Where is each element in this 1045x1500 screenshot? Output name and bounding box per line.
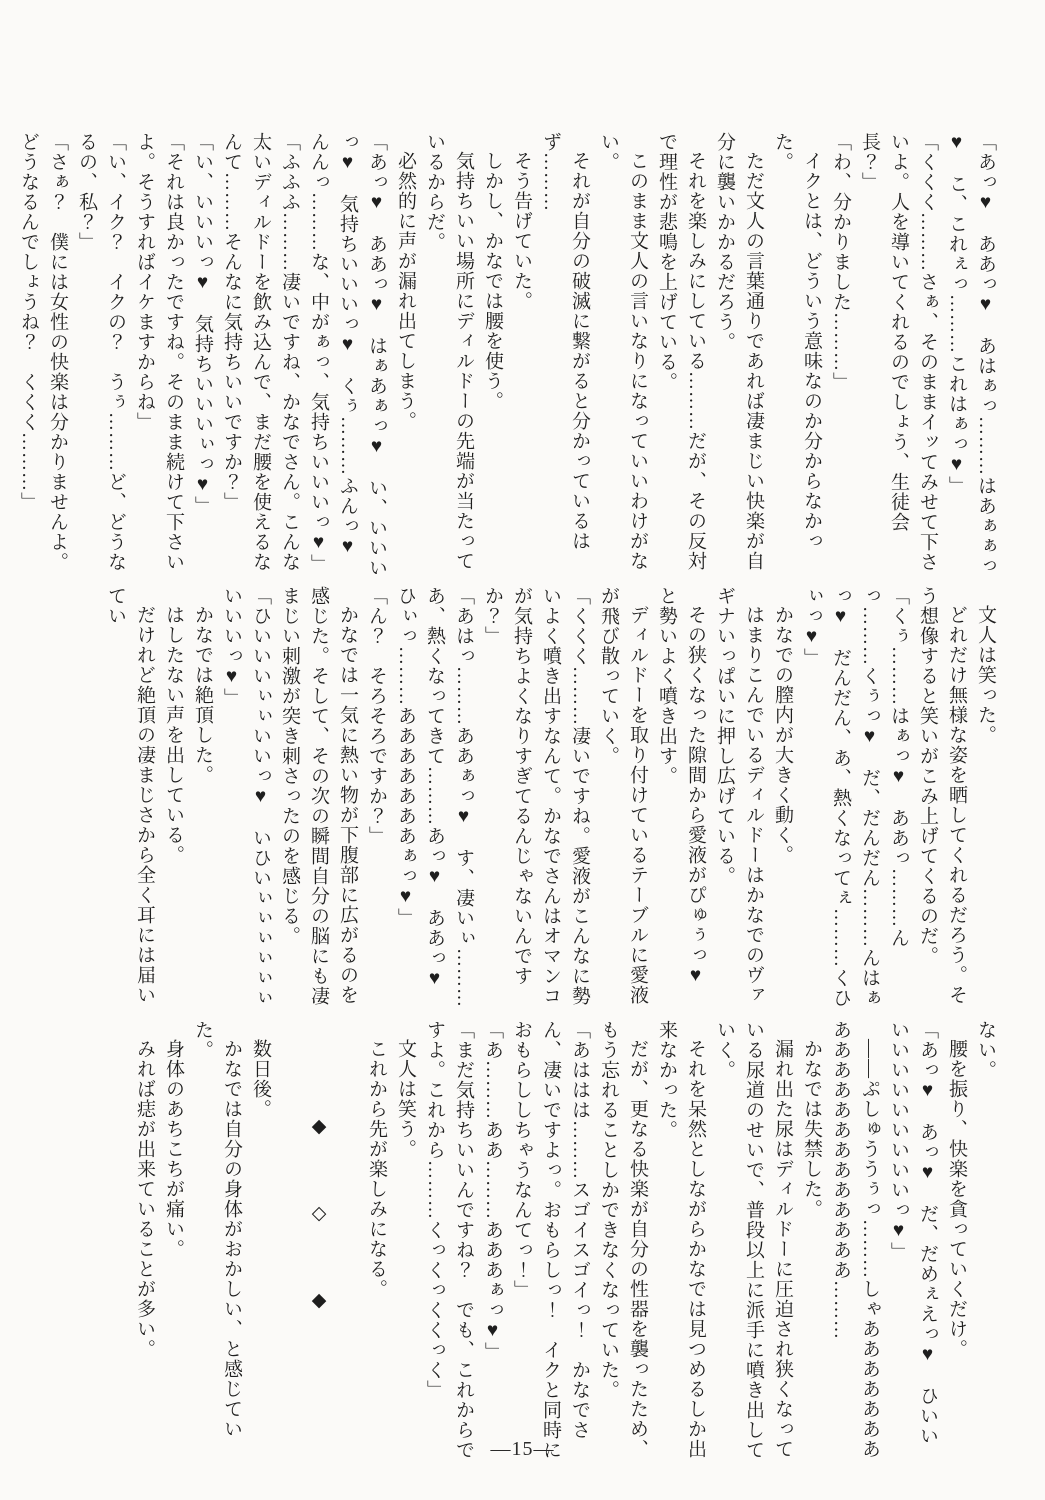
paragraph: ただ文人の言葉通りであれば凄まじい快楽が自分に襲いかかるだろう。 xyxy=(714,132,764,571)
paragraph: 腰を振り、快楽を貪っていくだけ。 xyxy=(946,1039,967,1359)
paragraph: それを楽しみにしている………だが、その反対で理性が悲鳴を上げている。 xyxy=(656,132,706,571)
paragraph: 「い、イク？ イクの？ うぅ………ど、どうなるの、私？」 xyxy=(76,132,126,572)
paragraph: だけれど絶頂の凄まじさから全く耳には届いてい xyxy=(105,586,155,1005)
paragraph: 「あ………ああ………あああぁっ♥」 xyxy=(482,1020,503,1362)
paragraph: どれだけ無様な姿を晒してくれるだろう。そう想像すると笑いがこみ上げてくるのだ。 xyxy=(917,586,967,1005)
paragraph: 「あっ♥ ああっ♥ はぁあぁっ♥ い、いいいっ♥ 気持ちいいいっ♥ くぅ………ふんっ♥ んんっ………な、中がぁっ、気持ちいいいっ♥」 xyxy=(308,132,387,578)
paragraph: 「ん？ そろそろですか？」 xyxy=(366,586,387,846)
paragraph: これから先が楽しみになる。 xyxy=(366,1039,387,1299)
paragraph: かなでは一気に熱い物が下腹部に広がるのを感じた。そして、その次の瞬間自分の脳にも凄まじい刺激が突き刺さったのを感じる。 xyxy=(279,586,358,1006)
paragraph: 気持ちいい場所にディルドーの先端が当たっているからだ。 xyxy=(424,132,474,571)
paragraph: はまりこんでいるディルドーはかなでのヴァギナいっぱいに押し広げている。 xyxy=(714,586,764,1005)
paragraph: イクとは、どういう意味なのか分からなかった。 xyxy=(772,132,822,551)
paragraph: 「ひいいいぃぃいいっ♥ いひいぃぃぃぃぃぃいいいっ♥」 xyxy=(221,586,271,1008)
paragraph: それが自分の破滅に繋がると分かっているはず……… xyxy=(540,132,590,551)
paragraph: 「ふふふ………凄いですね、かなでさん。こんな太いディルドーを飲み込んで、まだ腰を使えるなんて………そんなに気持ちいいですか？」 xyxy=(221,132,300,572)
paragraph: だが、更なる快楽が自分の性器を襲ったため、もう忘れることしかできなくなっていた。 xyxy=(598,1020,648,1459)
paragraph: 「あはっ………ああぁっ♥ す、凄いぃ………あ、熱くなってきて………あっ♥ ああっ♥ ひぃっ………あああああああぁっ♥」 xyxy=(395,586,474,1010)
paragraph: 「くぅ………はぁっ♥ ああっ………んっ………くぅっ♥ だ、だんだん………んはぁっ♥ だんだん、あ、熱くなってぇ………くひぃっ♥」 xyxy=(801,586,909,1008)
paragraph: 身体のあちこちが痛い。 xyxy=(163,1039,184,1259)
paragraph: かなでは絶頂した。 xyxy=(192,605,213,785)
paragraph: 「い、いいいっ♥ 気持ちいいいぃっ♥」 xyxy=(192,132,213,516)
paragraph: 「さぁ？ 僕には女性の快楽は分かりませんよ。どうなるんでしょうね？ くくく………」 xyxy=(18,132,68,572)
paragraph: 「あっ♥ あっ♥ だ、だめぇえっ♥ ひいいいいいいいいいいいっ♥」 xyxy=(888,1020,938,1446)
paragraph: かなでは自分の身体がおかしい、と感じていた。 xyxy=(192,1020,242,1439)
paragraph: 文人は笑う。 xyxy=(395,1039,416,1159)
text-block-bottom xyxy=(130,1020,1000,1462)
paragraph: みれば痣が出来ていることが多い。 xyxy=(134,1039,155,1359)
section-divider: ◆ ◇ ◆ xyxy=(308,1115,329,1313)
paragraph: 「あっ♥ ああっ♥ あはぁっ………はあぁぁっ♥ こ、これぇっ………これはぁっ♥」 xyxy=(946,132,996,576)
paragraph: そう告げていた。 xyxy=(511,151,532,311)
paragraph: それを呆然としながらかなでは見つめるしか出来なかった。 xyxy=(656,1020,706,1459)
paragraph: このまま文人の言いなりになっていいわけがない。 xyxy=(598,132,648,571)
paragraph: ――ぷしゅううぅっ………しゃああああああああああああああああああああ……… xyxy=(830,1020,880,1459)
paragraph: はしたない声を出している。 xyxy=(163,605,184,865)
paragraph: 数日後。 xyxy=(250,1039,271,1119)
paragraph: 必然的に声が漏れ出てしまう。 xyxy=(395,151,416,431)
text-block-middle xyxy=(101,586,1000,1016)
paragraph: ない。 xyxy=(975,1020,996,1080)
paragraph: かなでの膣内が大きく動く。 xyxy=(772,605,793,865)
paragraph: その狭くなった隙間から愛液がぴゅぅっ♥ と勢いよく噴き出す。 xyxy=(656,586,706,1007)
paragraph: かなでは失禁した。 xyxy=(801,1039,822,1219)
page-number: ―15― xyxy=(490,1438,555,1460)
text-block-top xyxy=(14,132,1000,580)
paragraph: 文人は笑った。 xyxy=(975,605,996,745)
paragraph: 「くくく………凄いですね。愛液がこんなに勢いよく噴き出すなんて。かなでさんはオマンコが気持ちよくなりすぎてるんじゃないんですか？」 xyxy=(482,586,590,1006)
paragraph: しかし、かなでは腰を使う。 xyxy=(482,151,503,411)
paragraph: 「それは良かったですね。そのまま続けて下さいよ。そうすればイケますからね」 xyxy=(134,132,184,572)
paragraph: 「まだ気持ちいいんですね？ でも、これからですよ。これから………くっくっくくっく」 xyxy=(424,1020,474,1460)
paragraph: 漏れ出た尿はディルドーに圧迫され狭くなっている尿道のせいで、普段以上に派手に噴き出していく。 xyxy=(714,1020,793,1460)
paragraph: 「あははは………スゴイスゴイっ！ かなでさん、凄いですよっ。おもらしっ！ イクと同時におもらししちゃうなんてっ！」 xyxy=(511,1020,590,1460)
paragraph: 「くくく………さぁ、そのままイッてみせて下さいよ。人を導いてくれるのでしょう、生徒会長？」 xyxy=(859,132,938,572)
paragraph: 「わ、分かりました………」 xyxy=(830,132,851,392)
paragraph: ディルドーを取り付けているテーブルに愛液が飛び散っていく。 xyxy=(598,586,648,1005)
